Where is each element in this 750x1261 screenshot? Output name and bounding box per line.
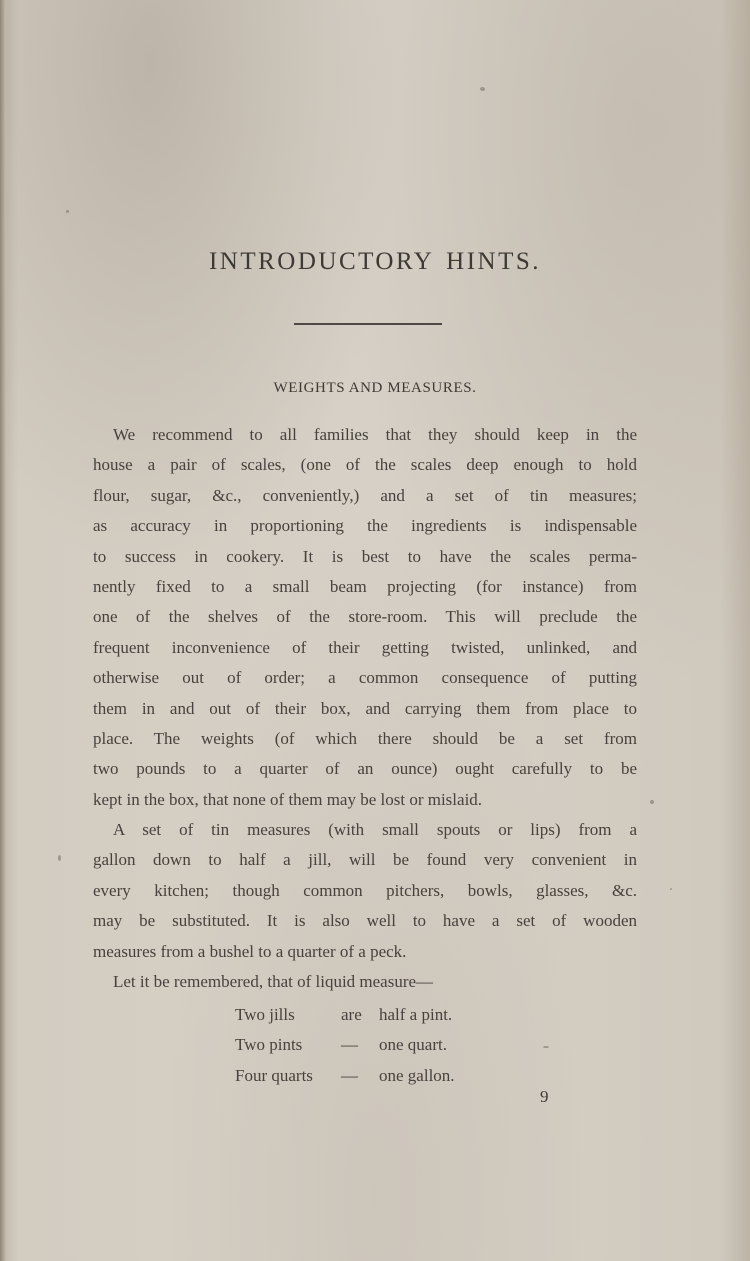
- text-line: gallon down to half a jill, will be found very convenient in: [93, 850, 637, 870]
- text-line: house a pair of scales, (one of the scales deep enough to hold: [93, 455, 637, 475]
- measure-row: [235, 1061, 489, 1091]
- text-line: measures from a bushel to a quarter of a peck.: [93, 941, 407, 961]
- paper-speck: [480, 87, 485, 91]
- paper-speck: [66, 210, 69, 213]
- paper-speck: [543, 1046, 549, 1048]
- measure-equals: one gallon.: [379, 1065, 455, 1085]
- text-line: every kitchen; though common pitchers, bowls, glasses, &c.: [93, 880, 637, 900]
- measure-row: [235, 1030, 489, 1060]
- text-line: two pounds to a quarter of an ounce) ought carefully to be: [93, 759, 637, 779]
- text-line: Let it be remembered, that of liquid measure—: [113, 972, 434, 992]
- section-heading: WEIGHTS AND MEASURES.: [273, 380, 477, 396]
- page-title: INTRODUCTORY HINTS.: [208, 248, 542, 275]
- paragraph-1: [93, 420, 637, 815]
- text-line: them in and out of their box, and carrying them from place to: [93, 698, 637, 718]
- text-line: place. The weights (of which there should be a set from: [93, 728, 637, 748]
- text-line: one of the shelves of the store-room. This will preclude the: [93, 607, 637, 627]
- text-line: flour, sugar, &c., conveniently,) and a set of tin measures;: [93, 485, 637, 505]
- paper-speck: [670, 888, 672, 890]
- measure-row: [235, 1000, 489, 1030]
- paragraph-2: [93, 815, 637, 967]
- measure-verb: —: [341, 1065, 358, 1085]
- measure-quantity: Four quarts: [235, 1065, 313, 1085]
- text-line: We recommend to all families that they should keep in the: [113, 425, 637, 444]
- measure-quantity: Two jills: [235, 1005, 295, 1024]
- text-line: frequent inconvenience of their getting twisted, unlinked, and: [93, 637, 637, 657]
- text-line: nently fixed to a small beam projecting (for instance) from: [93, 576, 637, 596]
- measure-verb: are: [341, 1005, 362, 1024]
- body-text: [93, 420, 637, 997]
- page-number: 9: [540, 1087, 549, 1106]
- liquid-measure-table: [235, 1000, 489, 1091]
- measure-quantity: Two pints: [235, 1035, 303, 1055]
- measure-equals: half a pint.: [379, 1005, 453, 1024]
- text-line: otherwise out of order; a common consequence of putting: [93, 668, 637, 688]
- paper-speck: [58, 855, 61, 861]
- paragraph-3: [93, 967, 637, 997]
- measure-verb: —: [341, 1035, 358, 1055]
- text-line: A set of tin measures (with small spouts or lips) from a: [113, 820, 637, 840]
- text-line: to success in cookery. It is best to have the scales perma-: [93, 546, 637, 566]
- page-spine-edge: [0, 0, 6, 1261]
- text-line: kept in the box, that none of them may be lost or mislaid.: [93, 789, 483, 809]
- measure-equals: one quart.: [379, 1035, 447, 1055]
- title-divider: [294, 323, 442, 325]
- text-line: may be substituted. It is also well to have a set of wooden: [93, 911, 637, 931]
- paper-speck: [650, 800, 654, 804]
- text-line: as accuracy in proportioning the ingredients is indispensable: [93, 516, 637, 536]
